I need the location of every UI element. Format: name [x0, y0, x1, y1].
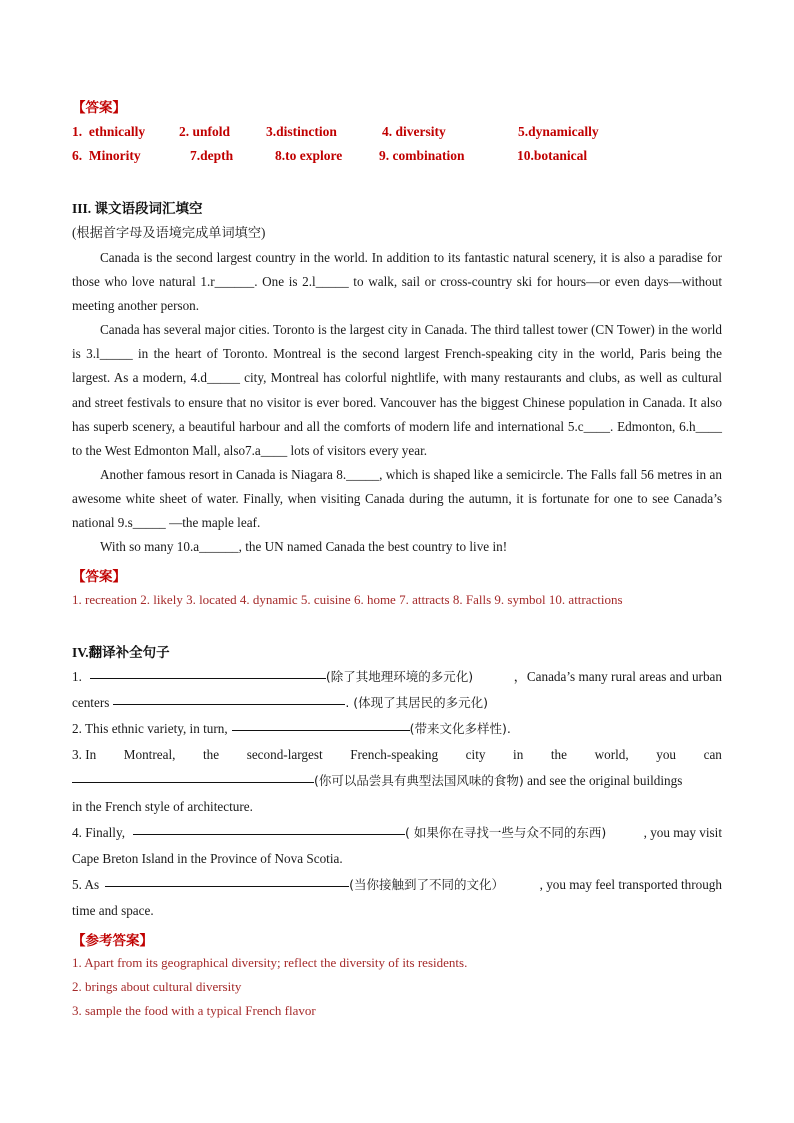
answer-item: 10.botanical	[517, 148, 588, 163]
answer-item: 8.to explore	[275, 148, 343, 163]
answer-item: 3.distinction	[266, 124, 337, 139]
sentence-text: 5. As	[72, 877, 100, 892]
hint: . (体现了其居民的多元化)	[345, 695, 489, 710]
answer-item: 7.depth	[190, 148, 234, 163]
sentence-text: , you may feel transported through	[539, 877, 722, 892]
answer-list: 1. recreation 2. likely 3. located 4. dynamic 5. cuisine 6. home 7. attracts 8. Falls 9. symbol 10. attractions	[72, 592, 623, 607]
section-title: IV.翻译补全句子	[72, 645, 170, 660]
reference-answer-label: 【参考答案】	[72, 933, 153, 948]
answer-item: 2. unfold	[179, 124, 231, 139]
sentence-word: you	[656, 747, 677, 762]
passage-paragraph: Canada is the second largest country in the world. In addition to its fantastic natural scenery, it is also a paradise for those who love natural 1.r______. One is 2.l_____ to walk, sail or cross-country ski for hours—or even days—without meeting another person.	[72, 250, 722, 314]
sentence-text: and see the original buildings	[523, 773, 683, 788]
sentence-5b	[72, 898, 722, 924]
hint: ( 如果你在寻找一些与众不同的东西)	[405, 825, 607, 840]
sentence-3c	[72, 794, 722, 820]
passage	[72, 246, 722, 559]
sentence-text: 4. Finally,	[72, 825, 125, 840]
sentence-word: French-speaking	[350, 747, 439, 762]
answer-blank[interactable]	[113, 690, 345, 705]
sentence-word: world,	[594, 747, 629, 762]
sentence-word: the	[202, 747, 220, 762]
sentence-2	[72, 716, 722, 742]
sentence-word: second-largest	[246, 747, 323, 762]
sentence-text: ，Canada’s many rural areas and urban	[513, 669, 722, 684]
answer-item: 6. Minority	[72, 148, 141, 163]
answer-item: 5.dynamically	[518, 124, 599, 139]
passage-paragraph: Another famous resort in Canada is Niagara 8._____, which is shaped like a semicircle. The Falls fall 56 metres in an awesome white sheet of water. Finally, when visiting Canada during the autumn, it is fortunate for one to see Canada’s national 9.s_____ —the maple leaf.	[72, 466, 722, 531]
sentence-5a	[72, 872, 722, 898]
sentence-word: city	[465, 747, 486, 762]
passage-paragraph: Canada has several major cities. Toronto is the largest city in Canada. The third tallest tower (CN Tower) in the world is 3.l_____ in the heart of Toronto. Montreal is the second largest French-speaking city in the world, Paris being the largest. As a modern, 4.d_____ city, Montreal has colorful nightlife, with many restaurants and clubs, as well as cultural and street festivals to ensure that no visitor is ever bored. Vancouver has the biggest Chinese population in Canada. It also has superb scenery, a beautiful harbour and all the comforts of modern life and international 5.c____. Edmonton, 6.h____ to the West Edmonton Mall, also7.a____ lots of visitors every year.	[72, 322, 722, 458]
passage-paragraph: With so many 10.a______, the UN named Canada the best country to live in!	[100, 539, 508, 555]
reference-answer: 2. brings about cultural diversity	[72, 979, 242, 994]
hint: (除了其地理环境的多元化)	[325, 669, 474, 684]
sentence-1a	[72, 664, 722, 690]
hint: (当你接触到了不同的文化）	[349, 877, 505, 892]
answer-label: 【答案】	[72, 569, 126, 584]
answer-blank[interactable]	[133, 820, 405, 835]
answer-label: 【答案】	[72, 100, 126, 115]
sentence-text: 2. This ethnic variety, in turn,	[72, 721, 228, 736]
sentence-4a	[72, 820, 722, 846]
answer-blank[interactable]	[90, 664, 326, 679]
sentence-text: time and space.	[72, 903, 154, 918]
sentence-word: 3. In	[72, 747, 97, 762]
sentence-text: , you may visit	[643, 825, 722, 840]
sentence-text: Cape Breton Island in the Province of Nova Scotia.	[72, 851, 343, 866]
sentence-text: centers	[72, 695, 110, 710]
hint: (你可以品尝具有典型法国风味的食物)	[314, 773, 524, 788]
sentence-3b	[72, 768, 722, 794]
sentence-1b	[72, 690, 722, 716]
sentence-word: can	[703, 747, 722, 762]
answer-blank[interactable]	[232, 716, 410, 731]
sentence-word: Montreal,	[123, 747, 176, 762]
sentence-text: in the French style of architecture.	[72, 799, 253, 814]
sentence-3a	[72, 742, 722, 768]
hint: (带来文化多样性).	[409, 721, 511, 736]
translation-exercises	[72, 664, 722, 924]
sentence-4b	[72, 846, 722, 872]
sentence-number: 1.	[72, 669, 82, 684]
sentence-word: the	[550, 747, 567, 762]
reference-answer: 1. Apart from its geographical diversity; reflect the diversity of its residents.	[72, 955, 468, 970]
answer-item: 9. combination	[379, 148, 465, 163]
sentence-word: in	[513, 747, 524, 762]
answer-item: 4. diversity	[382, 124, 446, 139]
answer-blank[interactable]	[105, 872, 349, 887]
answer-item: 1. ethnically	[72, 124, 146, 139]
reference-answer: 3. sample the food with a typical French flavor	[72, 1003, 316, 1018]
section-instruction: (根据首字母及语境完成单词填空)	[72, 225, 266, 240]
section-title: III. 课文语段词汇填空	[72, 201, 203, 216]
answer-blank[interactable]	[72, 768, 314, 783]
